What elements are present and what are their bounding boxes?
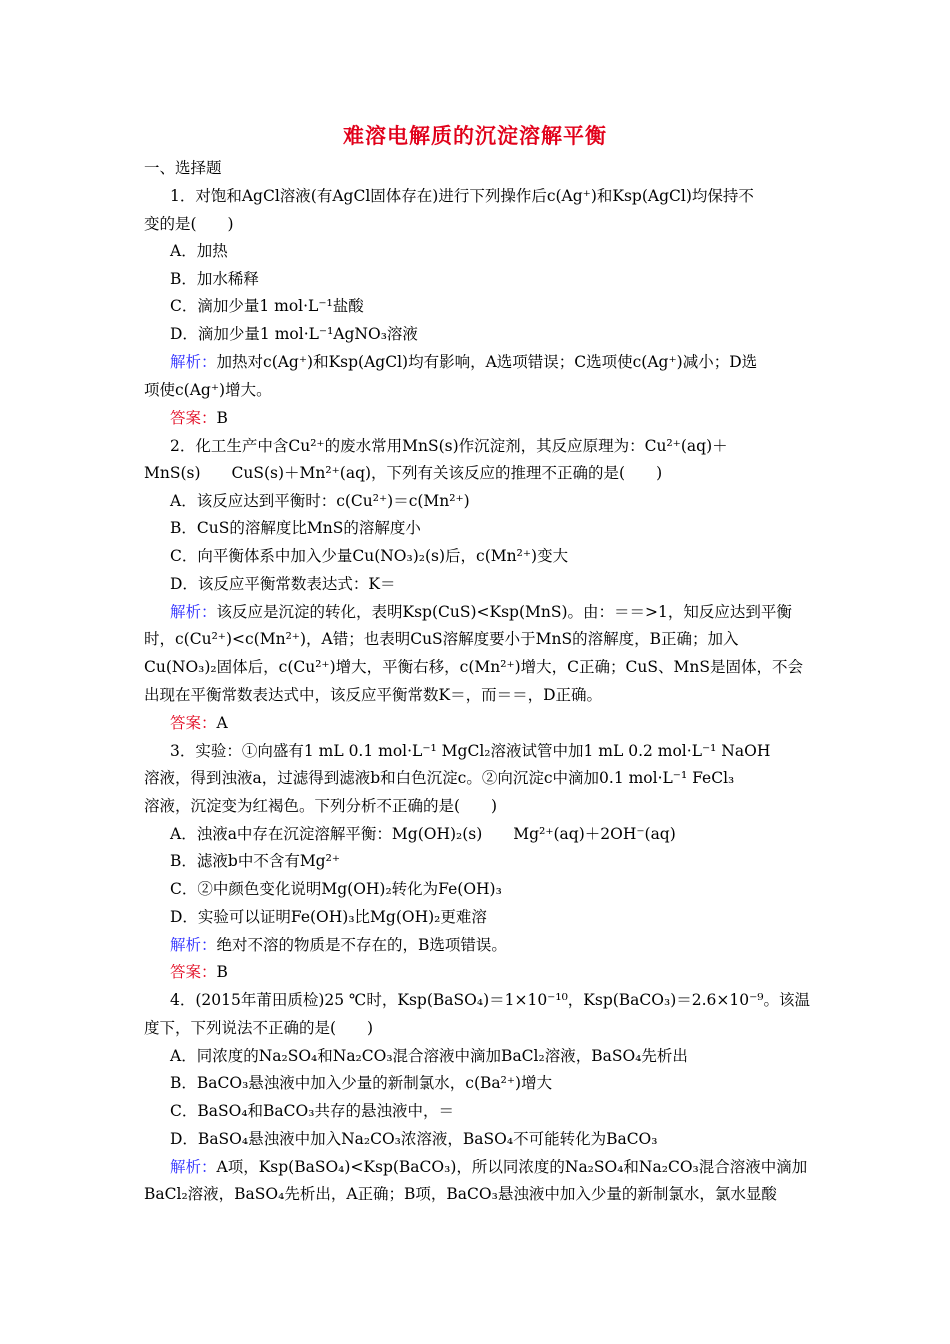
q4-option: D．BaSO₄悬浊液中加入Na₂CO₃浓溶液，BaSO₄不可能转化为BaCO₃ (170, 1130, 658, 1148)
q4-stem-line: 4．(2015年莆田质检)25 ℃时，Ksp(BaSO₄)＝1×10⁻¹⁰，Ksp(BaCO₃)＝2.6×10⁻⁹。该温 (170, 991, 811, 1009)
q1-stem-line: 1．对饱和AgCl溶液(有AgCl固体存在)进行下列操作后c(Ag⁺)和Ksp(AgCl)均保持不 (170, 187, 754, 205)
answer-value: B (216, 963, 228, 981)
analysis-text: 该反应是沉淀的转化，表明Ksp(CuS)<Ksp(MnS)。由：＝＝>1，知反应达到平衡 (216, 603, 792, 621)
q3-option: B．滤液b中不含有Mg²⁺ (170, 852, 341, 870)
q2-stem-line: MnS(s) CuS(s)＋Mn²⁺(aq)，下列有关该反应的推理不正确的是( ) (144, 464, 663, 482)
q2-analysis-line: 时，c(Cu²⁺)<c(Mn²⁺)，A错；也表明CuS溶解度要小于MnS的溶解度，B正确；加入 (144, 630, 739, 648)
q4-analysis (170, 1157, 807, 1177)
answer-value: B (216, 409, 228, 427)
analysis-text: 绝对不溶的物质是不存在的，B选项错误。 (216, 936, 507, 954)
analysis-label: 解析： (170, 603, 217, 621)
answer-label: 答案： (170, 963, 217, 981)
q4-option: B．BaCO₃悬浊液中加入少量的新制氯水，c(Ba²⁺)增大 (170, 1074, 553, 1092)
analysis-text: A项，Ksp(BaSO₄)<Ksp(BaCO₃)，所以同浓度的Na₂SO₄和Na₂CO₃混合溶液中滴加 (216, 1158, 808, 1176)
q1-answer (170, 408, 228, 428)
q3-option: A．浊液a中存在沉淀溶解平衡：Mg(OH)₂(s) Mg²⁺(aq)＋2OH⁻(aq) (170, 825, 676, 843)
q4-option: C．BaSO₄和BaCO₃共存的悬浊液中，＝ (170, 1102, 454, 1120)
q1-analysis (170, 352, 757, 372)
q3-option: C．②中颜色变化说明Mg(OH)₂转化为Fe(OH)₃ (170, 880, 502, 898)
q2-option: C．向平衡体系中加入少量Cu(NO₃)₂(s)后，c(Mn²⁺)变大 (170, 547, 569, 565)
q2-stem-line: 2．化工生产中含Cu²⁺的废水常用MnS(s)作沉淀剂，其反应原理为：Cu²⁺(aq)＋ (170, 437, 728, 455)
analysis-label: 解析： (170, 353, 217, 371)
q3-analysis (170, 935, 507, 955)
q1-option: D．滴加少量1 mol·L⁻¹AgNO₃溶液 (170, 325, 418, 343)
answer-label: 答案： (170, 409, 217, 427)
analysis-text: 加热对c(Ag⁺)和Ksp(AgCl)均有影响，A选项错误；C选项使c(Ag⁺)减小；D选 (216, 353, 758, 371)
analysis-label: 解析： (170, 1158, 217, 1176)
analysis-label: 解析： (170, 936, 217, 954)
answer-label: 答案： (170, 714, 217, 732)
q4-option: A．同浓度的Na₂SO₄和Na₂CO₃混合溶液中滴加BaCl₂溶液，BaSO₄先析出 (170, 1047, 688, 1065)
q3-answer (170, 962, 228, 982)
q1-stem-line: 变的是( ) (144, 215, 234, 233)
q2-option: D．该反应平衡常数表达式：K＝ (170, 575, 396, 593)
q2-analysis-line: 出现在平衡常数表达式中，该反应平衡常数K＝，而＝＝，D正确。 (144, 686, 603, 704)
q4-stem-line: 度下，下列说法不正确的是( ) (144, 1019, 374, 1037)
q3-stem-line: 溶液，沉淀变为红褐色。下列分析不正确的是( ) (144, 797, 498, 815)
answer-value: A (216, 714, 228, 732)
q1-analysis-line: 项使c(Ag⁺)增大。 (144, 381, 272, 399)
q3-option: D．实验可以证明Fe(OH)₃比Mg(OH)₂更难溶 (170, 908, 487, 926)
section-heading: 一、选择题 (144, 159, 222, 177)
q2-option: A．该反应达到平衡时：c(Cu²⁺)＝c(Mn²⁺) (170, 492, 470, 510)
q1-option: B．加水稀释 (170, 270, 259, 288)
q4-analysis-line: BaCl₂溶液，BaSO₄先析出，A正确；B项，BaCO₃悬浊液中加入少量的新制氯水，氯水显酸 (144, 1185, 777, 1203)
q2-analysis (170, 602, 792, 622)
q2-option: B．CuS的溶解度比MnS的溶解度小 (170, 519, 421, 537)
q2-answer (170, 713, 228, 733)
q1-option: C．滴加少量1 mol·L⁻¹盐酸 (170, 297, 364, 315)
page-title: 难溶电解质的沉淀溶解平衡 (343, 124, 607, 148)
q3-stem-line: 溶液，得到浊液a，过滤得到滤液b和白色沉淀c。②向沉淀c中滴加0.1 mol·L⁻¹ FeCl₃ (144, 769, 735, 787)
q3-stem-line: 3．实验：①向盛有1 mL 0.1 mol·L⁻¹ MgCl₂溶液试管中加1 mL 0.2 mol·L⁻¹ NaOH (170, 742, 771, 760)
q2-analysis-line: Cu(NO₃)₂固体后，c(Cu²⁺)增大，平衡右移，c(Mn²⁺)增大，C正确；CuS、MnS是固体，不会 (144, 658, 803, 676)
q1-option: A．加热 (170, 242, 228, 260)
